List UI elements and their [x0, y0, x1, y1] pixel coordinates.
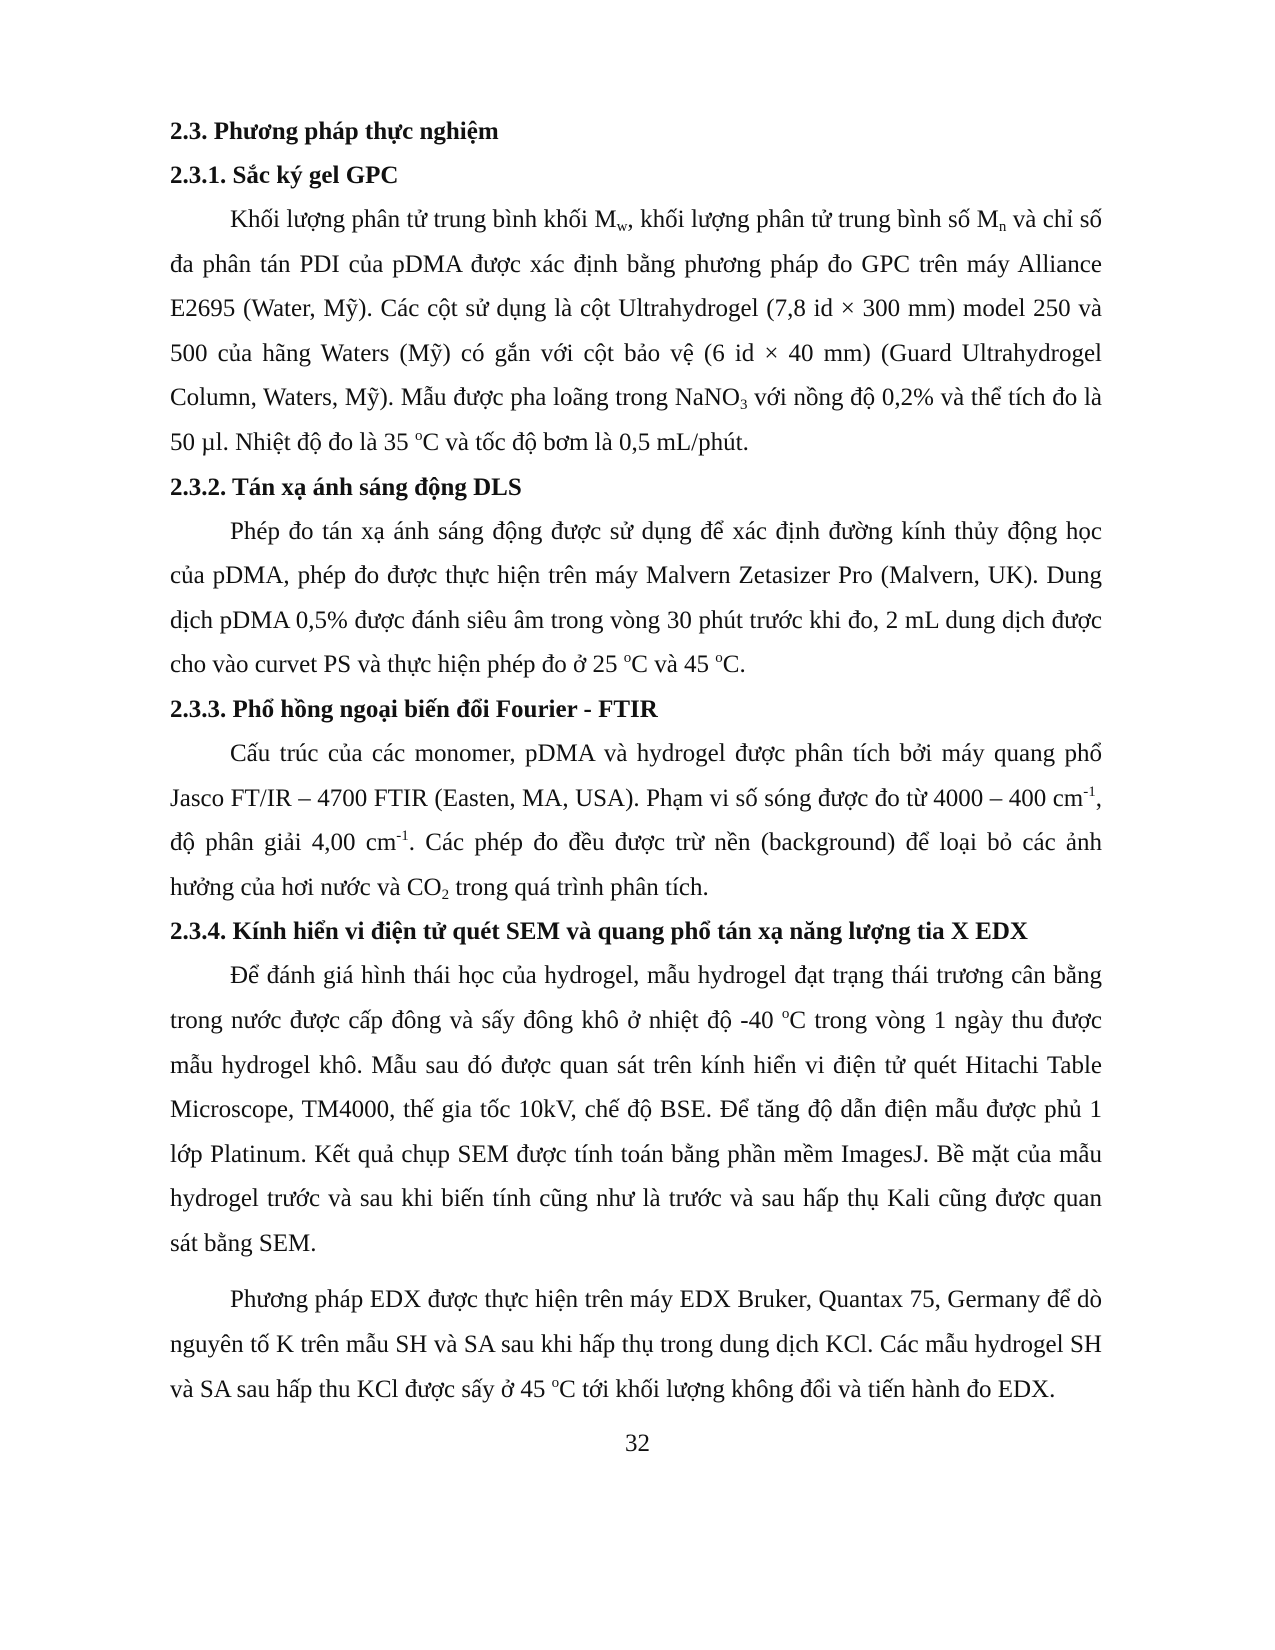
- page-number: 32: [625, 1430, 650, 1457]
- ftir-paragraph: Cấu trúc của các monomer, pDMA và hydrogel được phân tích bởi máy quang phổ Jasco FT/IR – 4700 FTIR (Easten, MA, USA). Phạm vi số sóng được đo từ 4000 – 400 $cm^{-1}$, độ phân giải 4,00 $cm^{-1}$. Các phép đo đều được trừ nền (background) để loại bỏ các ảnh hưởng của hơi nước và $CO_2$ trong quá trình phân tích.: [170, 739, 1102, 903]
- gpc-paragraph: Khối lượng phân tử trung bình khối $M_w$, khối lượng phân tử trung bình số $M_n$ và chỉ số đa phân tán PDI của pDMA được xác định bằng phương pháp đo GPC trên máy Alliance E2695 (Water, Mỹ). Các cột sử dụng là cột Ultrahydrogel (7,8 id × 300 mm) model 250 và 500 của hãng Waters (Mỹ) có gắn với cột bảo vệ (6 id × 40 mm) (Guard Ultrahydrogel Column, Waters, Mỹ). Mẫu được pha loãng trong NaNO$_3$ với nồng độ 0,2% và thể tích đo là 50 µl. Nhiệt độ đo là 35 $^o$C và tốc độ bơm là 0,5 mL/phút.: [170, 206, 1102, 456]
- dls-heading: 2.3.2. Tán xạ ánh sáng động DLS: [170, 473, 522, 501]
- sem-edx-heading: 2.3.4. Kính hiển vi điện tử quét SEM và quang phổ tán xạ năng lượng tia X EDX: [170, 918, 1028, 946]
- document-page: [170, 110, 1102, 1412]
- section-heading: 2.3. Phương pháp thực nghiệm: [170, 118, 499, 145]
- dls-paragraph: Phép đo tán xạ ánh sáng động được sử dụng để xác định đường kính thủy động học của pDMA, phép đo được thực hiện trên máy Malvern Zetasizer Pro (Malvern, UK). Dung dịch pDMA 0,5% được đánh siêu âm trong vòng 30 phút trước khi đo, 2 mL dung dịch được cho vào curvet PS và thực hiện phép đo ở 25 $^o$C và 45 $^o$C.: [170, 517, 1102, 679]
- gpc-heading: 2.3.1. Sắc ký gel GPC: [170, 162, 399, 189]
- edx-paragraph: Phương pháp EDX được thực hiện trên máy EDX Bruker, Quantax 75, Germany để dò nguyên tố K trên mẫu SH và SA sau khi hấp thụ trong dung dịch KCl. Các mẫu hydrogel SH và SA sau hấp thu KCl được sấy ở 45 $^o$C tới khối lượng không đổi và tiến hành đo EDX.: [170, 1286, 1102, 1403]
- sem-paragraph: Để đánh giá hình thái học của hydrogel, mẫu hydrogel đạt trạng thái trương cân bằng trong nước được cấp đông và sấy đông khô ở nhiệt độ -40 $^o$C trong vòng 1 ngày thu được mẫu hydrogel khô. Mẫu sau đó được quan sát trên kính hiển vi điện tử quét Hitachi Table Microscope, TM4000, thế gia tốc 10kV, chế độ BSE. Để tăng độ dẫn điện mẫu được phủ 1 lớp Platinum. Kết quả chụp SEM được tính toán bằng phần mềm ImagesJ. Bề mặt của mẫu hydrogel trước và sau khi biến tính cũng như là trước và sau hấp thụ Kali cũng được quan sát bằng SEM.: [170, 962, 1102, 1257]
- ftir-heading: 2.3.3. Phổ hồng ngoại biến đổi Fourier - FTIR: [170, 695, 658, 723]
